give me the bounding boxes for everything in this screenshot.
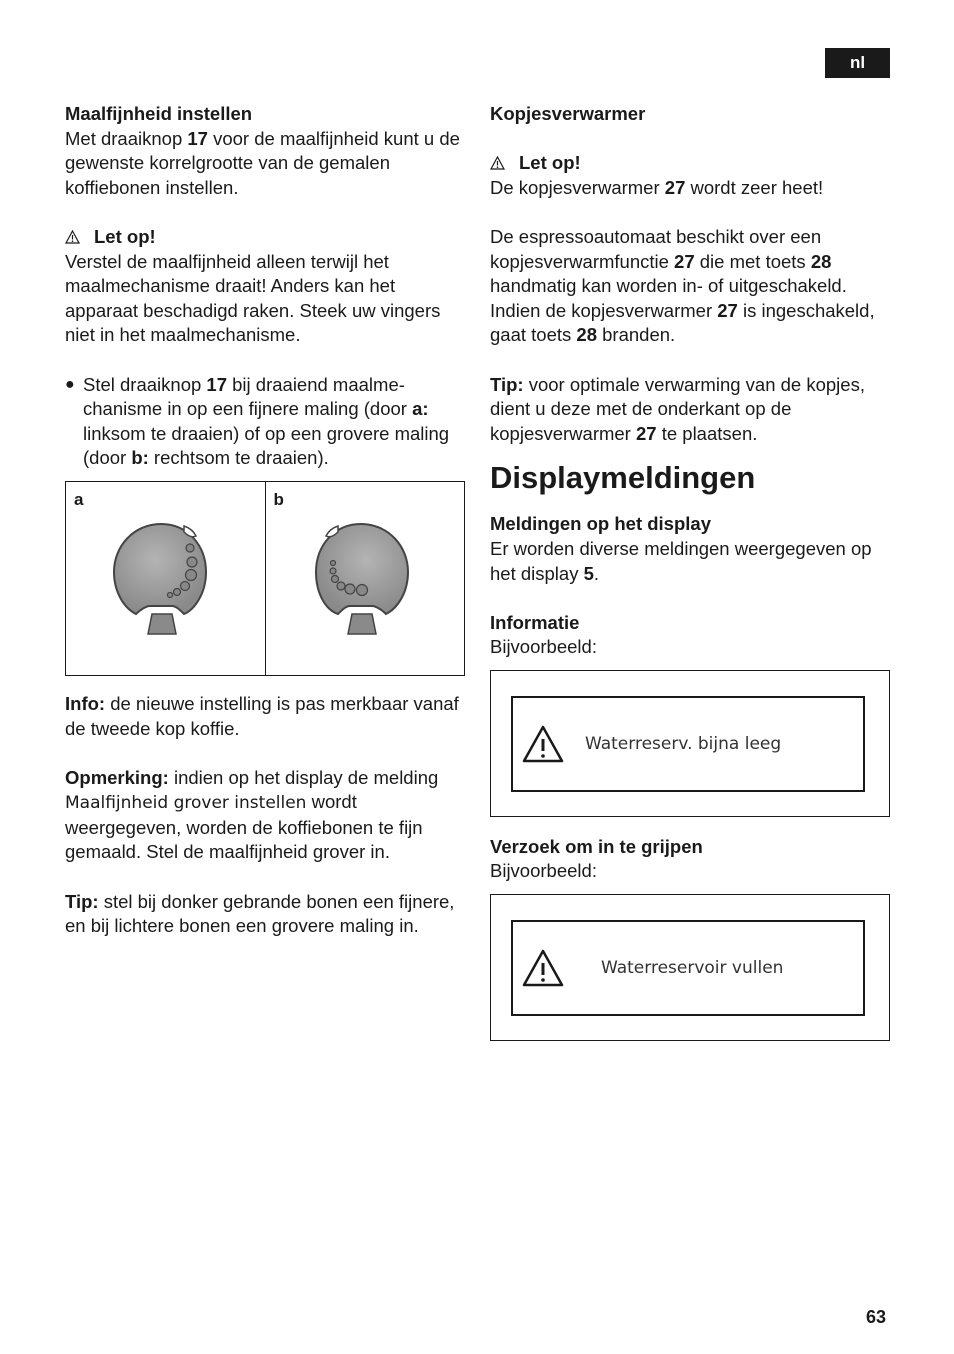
text: indien op het display de melding — [168, 766, 439, 788]
text: branden. — [596, 324, 676, 346]
grinder-knob-left-icon — [106, 518, 216, 648]
text: wordt zeer heet! — [685, 176, 824, 198]
grind-title: Maalfijnheid instellen — [65, 103, 253, 124]
text: de nieuwe instelling is pas merkbaar vanaf de tweede kop koffie. — [65, 692, 459, 739]
tip-label: Tip: — [490, 373, 524, 395]
bullet-icon: ● — [65, 375, 75, 393]
ref-number: 17 — [206, 373, 227, 395]
display-message: Waterreserv. bijna leeg — [585, 733, 782, 754]
text: Er worden diverse meldingen weergegeven op het display — [490, 537, 872, 584]
warning-triangle-icon — [521, 948, 565, 988]
ref-number: 27 — [674, 250, 695, 272]
grind-dial-figure — [65, 481, 465, 676]
key-a: a: — [412, 398, 429, 420]
display-screen — [511, 920, 865, 1016]
text: De kopjesverwarmer — [490, 176, 665, 198]
grind-paragraph — [65, 127, 465, 201]
text: linksom te draaien) of op een grovere maling (door — [83, 422, 450, 469]
tip-label: Tip: — [65, 890, 99, 912]
section-title: Displaymeldingen — [490, 460, 756, 496]
text: voor optimale verwarming van de kopjes, dient u deze met de onderkant op de kopjesverwarmer — [490, 373, 865, 444]
ref-number: 17 — [187, 127, 208, 149]
warning-text: Verstel de maalfijnheid alleen terwijl het maalmechanisme draait! Anders kan het apparaat beschadigd raken. Steek uw vingers niet in het maalmechanisme. — [65, 250, 441, 346]
note-paragraph — [65, 766, 465, 865]
bullet-text — [83, 373, 465, 471]
information-title: Informatie — [490, 611, 580, 633]
text: stel bij donker gebrande bonen een fijnere, en bij lichtere bonen een grovere maling in. — [65, 890, 455, 937]
warning-triangle-icon — [521, 724, 565, 764]
warning-heading — [490, 151, 890, 176]
display-example-action — [490, 894, 890, 1041]
action-title: Verzoek om in te grijpen — [490, 835, 703, 857]
warning-text — [490, 176, 890, 201]
ref-number: 27 — [636, 422, 657, 444]
ref-number: 27 — [664, 176, 686, 198]
text: Stel draaiknop — [83, 373, 207, 395]
language-tag — [825, 48, 890, 78]
cup-warmer-title: Kopjesverwarmer — [490, 103, 646, 124]
text: te plaatsen. — [656, 422, 758, 444]
text: bij draaiend maalmechanisme in op een fijnere maling (door — [83, 373, 413, 420]
left-column — [65, 102, 465, 939]
warning-heading — [65, 225, 465, 250]
text: rechtsom te draaien). — [148, 447, 329, 469]
tip-paragraph — [65, 890, 465, 939]
warning-icon — [490, 156, 505, 170]
warning-label: Let op! — [94, 225, 156, 247]
key-b: b: — [131, 447, 149, 469]
tip-paragraph — [490, 373, 890, 447]
cup-warmer-paragraph — [490, 225, 890, 348]
warning-icon — [65, 230, 80, 244]
warning-label: Let op! — [519, 152, 581, 174]
text: voor de maalfijnheid kunt u de gewenste korrelgrootte van de gemalen koffiebonen instellen. — [65, 127, 460, 198]
display-message-text: Maalfijnheid grover instellen — [65, 793, 307, 814]
language-label: nl — [849, 52, 866, 72]
ref-number: 28 — [576, 324, 597, 346]
text: Met draaiknop — [65, 127, 188, 149]
messages-title: Meldingen op het display — [490, 513, 711, 535]
ref-number: 5 — [583, 562, 594, 584]
info-label: Info: — [65, 692, 106, 714]
ref-number: 27 — [717, 299, 738, 321]
text: die met toets — [694, 250, 811, 272]
messages-paragraph — [490, 537, 890, 586]
figure-panel-a — [66, 482, 265, 675]
figure-label-b: b — [273, 489, 284, 509]
action-example-label: Bijvoorbeeld: — [490, 860, 597, 882]
figure-panel-b — [265, 482, 465, 675]
text: handmatig kan worden in- of uitgeschakeld. Indien de kopjesverwarmer — [490, 275, 847, 321]
figure-label-a: a — [74, 489, 84, 509]
list-item — [65, 373, 465, 471]
note-label: Opmerking: — [65, 766, 169, 788]
display-message: Waterreservoir vullen — [601, 957, 784, 978]
ref-number: 28 — [810, 250, 832, 272]
grinder-knob-right-icon — [306, 518, 416, 648]
information-example-label: Bijvoorbeeld: — [490, 636, 597, 658]
right-column — [490, 102, 890, 1041]
text: De espressoautomaat beschikt over een kopjesverwarmfunctie — [490, 225, 822, 272]
page-number: 63 — [866, 1307, 887, 1327]
text: is ingeschakeld, gaat toets — [490, 299, 875, 346]
display-screen — [511, 696, 865, 792]
text: . — [593, 562, 600, 584]
display-example-info — [490, 670, 890, 817]
info-paragraph — [65, 692, 465, 741]
text: wordt weergegeven, worden de koffiebonen te fijn gemaald. Stel de maalfijnheid grover in. — [65, 791, 423, 863]
